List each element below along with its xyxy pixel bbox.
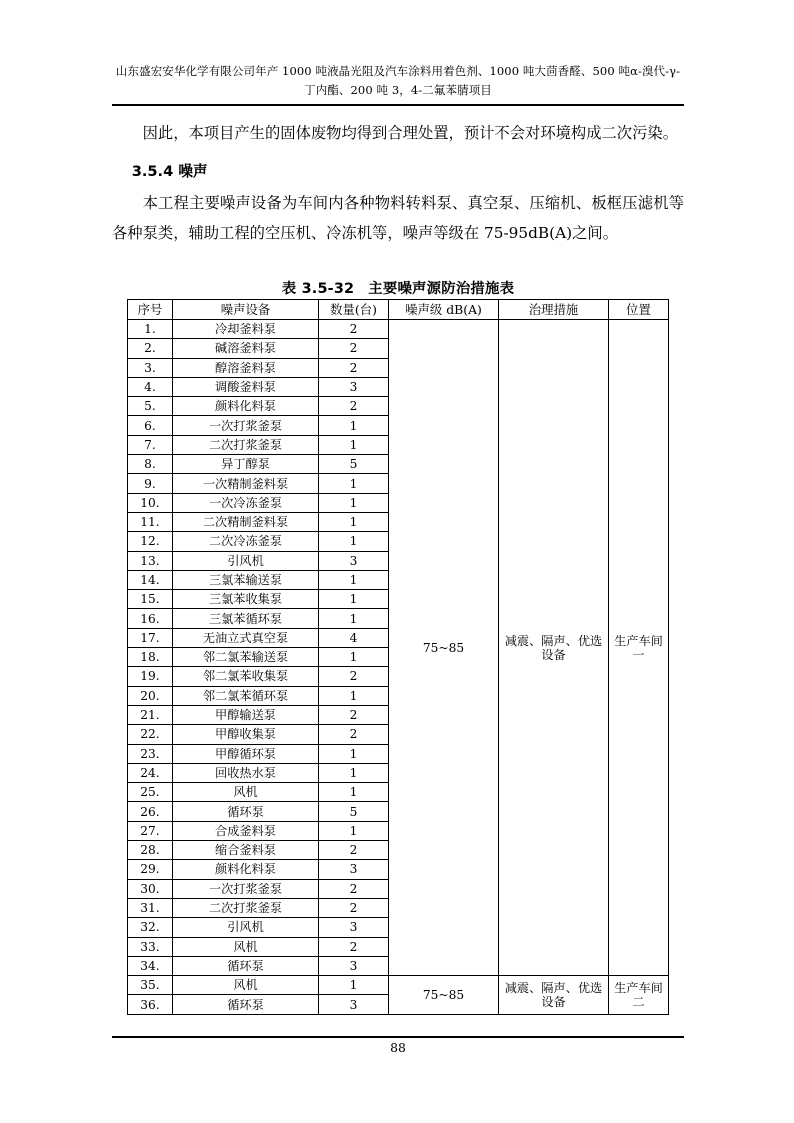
- cell-no: 17.: [128, 628, 173, 647]
- cell-no: 31.: [128, 898, 173, 917]
- cell-no: 20.: [128, 686, 173, 705]
- cell-no: 3.: [128, 358, 173, 377]
- cell-no: 19.: [128, 667, 173, 686]
- cell-device: 无油立式真空泵: [173, 628, 319, 647]
- cell-quantity: 5: [319, 455, 389, 474]
- noise-control-table-wrapper: [127, 299, 668, 1015]
- cell-device: 邻二氯苯循环泵: [173, 686, 319, 705]
- cell-control-measure: 减震、隔声、优选设备: [499, 320, 609, 976]
- cell-device: 循环泵: [173, 956, 319, 975]
- cell-noise-level: 75~85: [389, 320, 499, 976]
- cell-quantity: 1: [319, 648, 389, 667]
- cell-quantity: 2: [319, 705, 389, 724]
- cell-quantity: 5: [319, 802, 389, 821]
- column-header-no: 序号: [128, 300, 173, 320]
- noise-control-table: [127, 299, 669, 1015]
- cell-no: 22.: [128, 725, 173, 744]
- cell-quantity: 2: [319, 320, 389, 339]
- cell-device: 回收热水泵: [173, 763, 319, 782]
- cell-no: 35.: [128, 976, 173, 995]
- cell-quantity: 3: [319, 377, 389, 396]
- cell-device: 甲醇循环泵: [173, 744, 319, 763]
- cell-quantity: 3: [319, 860, 389, 879]
- cell-quantity: 1: [319, 474, 389, 493]
- cell-no: 11.: [128, 512, 173, 531]
- cell-no: 16.: [128, 609, 173, 628]
- cell-no: 29.: [128, 860, 173, 879]
- cell-quantity: 1: [319, 783, 389, 802]
- column-header-location: 位置: [609, 300, 669, 320]
- header-divider: [112, 104, 684, 106]
- cell-quantity: 1: [319, 590, 389, 609]
- cell-quantity: 1: [319, 570, 389, 589]
- table-caption-text: 主要噪声源防治措施表: [368, 281, 515, 297]
- cell-no: 26.: [128, 802, 173, 821]
- cell-no: 7.: [128, 435, 173, 454]
- cell-quantity: 3: [319, 551, 389, 570]
- cell-device: 调酸釜料泵: [173, 377, 319, 396]
- cell-device: 三氯苯收集泵: [173, 590, 319, 609]
- cell-no: 25.: [128, 783, 173, 802]
- cell-device: 邻二氯苯输送泵: [173, 648, 319, 667]
- table-header-row: [128, 300, 669, 320]
- column-header-device: 噪声设备: [173, 300, 319, 320]
- cell-no: 4.: [128, 377, 173, 396]
- cell-device: 一次精制釜料泵: [173, 474, 319, 493]
- cell-quantity: 2: [319, 879, 389, 898]
- cell-device: 颜料化料泵: [173, 397, 319, 416]
- cell-quantity: 1: [319, 435, 389, 454]
- cell-device: 异丁醇泵: [173, 455, 319, 474]
- cell-no: 27.: [128, 821, 173, 840]
- cell-no: 9.: [128, 474, 173, 493]
- cell-no: 32.: [128, 918, 173, 937]
- table-row: [128, 320, 669, 339]
- cell-device: 邻二氯苯收集泵: [173, 667, 319, 686]
- column-header-qty: 数量(台): [319, 300, 389, 320]
- page-number: 88: [390, 1040, 406, 1055]
- table-caption-number: 表 3.5-32: [281, 281, 355, 297]
- cell-device: 一次冷冻釜泵: [173, 493, 319, 512]
- cell-device: 风机: [173, 976, 319, 995]
- cell-quantity: 2: [319, 397, 389, 416]
- cell-quantity: 1: [319, 532, 389, 551]
- cell-device: 引风机: [173, 918, 319, 937]
- cell-no: 6.: [128, 416, 173, 435]
- cell-quantity: 1: [319, 686, 389, 705]
- cell-location: 生产车间一: [609, 320, 669, 976]
- cell-no: 23.: [128, 744, 173, 763]
- cell-quantity: 2: [319, 898, 389, 917]
- table-row: [128, 976, 669, 995]
- cell-quantity: 3: [319, 995, 389, 1014]
- cell-no: 30.: [128, 879, 173, 898]
- cell-quantity: 2: [319, 339, 389, 358]
- cell-quantity: 2: [319, 841, 389, 860]
- cell-quantity: 1: [319, 976, 389, 995]
- paragraph-noise-sources: 本工程主要噪声设备为车间内各种物料转料泵、真空泵、压缩机、板框压滤机等各种泵类，辅助工程的空压机、冷冻机等，噪声等级在 75-95dB(A)之间。: [112, 194, 684, 242]
- cell-quantity: 3: [319, 956, 389, 975]
- cell-device: 循环泵: [173, 995, 319, 1014]
- cell-no: 14.: [128, 570, 173, 589]
- cell-no: 2.: [128, 339, 173, 358]
- cell-device: 三氯苯循环泵: [173, 609, 319, 628]
- cell-quantity: 1: [319, 416, 389, 435]
- cell-device: 甲醇输送泵: [173, 705, 319, 724]
- cell-device: 风机: [173, 783, 319, 802]
- cell-device: 二次打浆釜泵: [173, 435, 319, 454]
- cell-quantity: 1: [319, 821, 389, 840]
- cell-quantity: 1: [319, 763, 389, 782]
- cell-device: 二次精制釜料泵: [173, 512, 319, 531]
- cell-device: 颜料化料泵: [173, 860, 319, 879]
- cell-device: 醇溶釜料泵: [173, 358, 319, 377]
- cell-quantity: 1: [319, 744, 389, 763]
- cell-device: 二次冷冻釜泵: [173, 532, 319, 551]
- cell-no: 28.: [128, 841, 173, 860]
- cell-device: 碱溶釜料泵: [173, 339, 319, 358]
- cell-no: 34.: [128, 956, 173, 975]
- cell-device: 一次打浆釜泵: [173, 416, 319, 435]
- cell-no: 15.: [128, 590, 173, 609]
- table-head: [128, 300, 669, 320]
- running-header: 山东盛宏安华化学有限公司年产 1000 吨液晶光阻及汽车涂料用着色剂、1000 吨大茴香醛、500 吨α-溴代-γ-丁内酯、200 吨 3，4-二氟苯腈项目: [115, 64, 681, 97]
- cell-control-measure: 减震、隔声、优选设备: [499, 976, 609, 1015]
- cell-no: 13.: [128, 551, 173, 570]
- cell-no: 8.: [128, 455, 173, 474]
- cell-quantity: 2: [319, 667, 389, 686]
- table-caption: [112, 277, 684, 298]
- cell-device: 循环泵: [173, 802, 319, 821]
- cell-quantity: 2: [319, 937, 389, 956]
- cell-no: 36.: [128, 995, 173, 1014]
- cell-no: 21.: [128, 705, 173, 724]
- cell-no: 12.: [128, 532, 173, 551]
- cell-no: 24.: [128, 763, 173, 782]
- section-heading-noise: 3.5.4 噪声: [131, 163, 208, 180]
- cell-no: 18.: [128, 648, 173, 667]
- cell-quantity: 1: [319, 512, 389, 531]
- cell-device: 二次打浆釜泵: [173, 898, 319, 917]
- cell-noise-level: 75~85: [389, 976, 499, 1015]
- cell-device: 一次打浆釜泵: [173, 879, 319, 898]
- column-header-level: 噪声级 dB(A): [389, 300, 499, 320]
- paragraph-solid-waste: 因此，本项目产生的固体废物均得到合理处置，预计不会对环境构成二次污染。: [142, 124, 678, 142]
- cell-no: 5.: [128, 397, 173, 416]
- body-text-area: [112, 118, 684, 248]
- cell-device: 三氯苯输送泵: [173, 570, 319, 589]
- cell-no: 33.: [128, 937, 173, 956]
- cell-no: 1.: [128, 320, 173, 339]
- footer-divider: [112, 1036, 684, 1038]
- cell-quantity: 2: [319, 358, 389, 377]
- cell-device: 甲醇收集泵: [173, 725, 319, 744]
- cell-location: 生产车间二: [609, 976, 669, 1015]
- cell-device: 合成釜料泵: [173, 821, 319, 840]
- cell-device: 缩合釜料泵: [173, 841, 319, 860]
- cell-device: 冷却釜料泵: [173, 320, 319, 339]
- column-header-measure: 治理措施: [499, 300, 609, 320]
- cell-quantity: 3: [319, 918, 389, 937]
- cell-quantity: 2: [319, 725, 389, 744]
- table-body: [128, 320, 669, 1015]
- cell-quantity: 4: [319, 628, 389, 647]
- cell-device: 引风机: [173, 551, 319, 570]
- cell-quantity: 1: [319, 493, 389, 512]
- cell-no: 10.: [128, 493, 173, 512]
- cell-device: 风机: [173, 937, 319, 956]
- cell-quantity: 1: [319, 609, 389, 628]
